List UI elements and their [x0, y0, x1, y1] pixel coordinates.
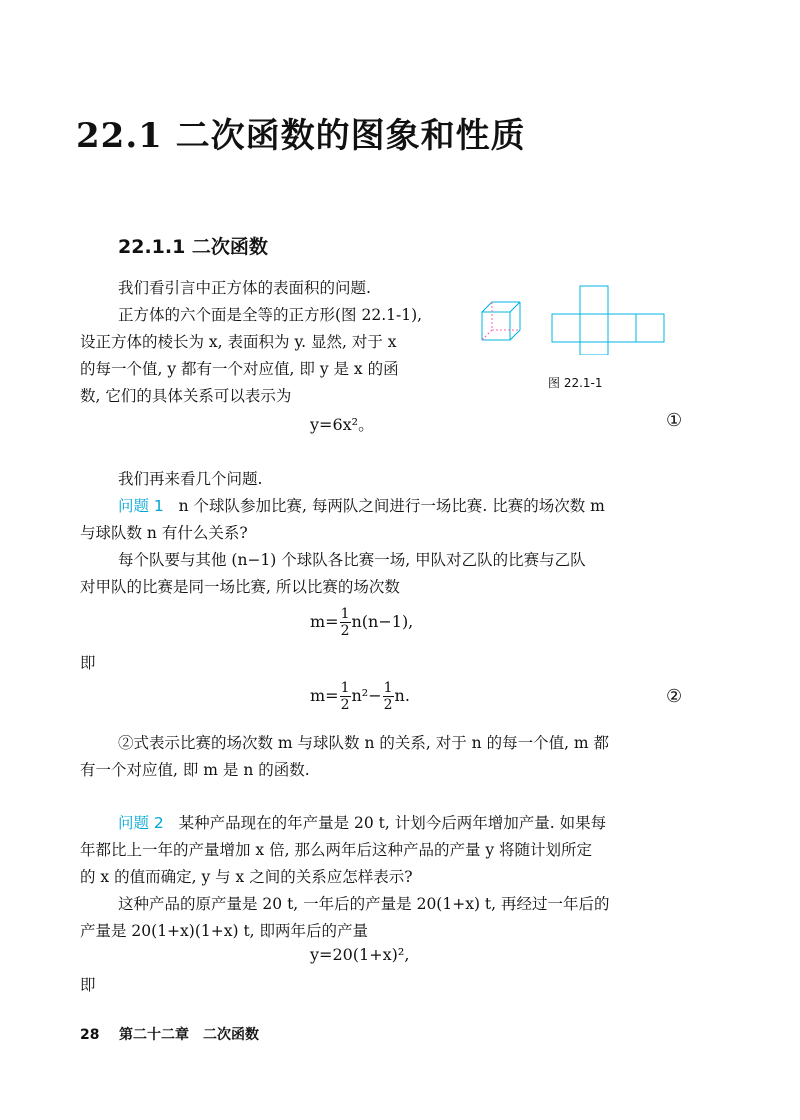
- problem-1-line-1: [118, 493, 605, 519]
- section-title: 22.1.1 二次函数: [118, 236, 268, 258]
- page-number: 28: [80, 1027, 100, 1043]
- equation-2: m= $\frac{1}{2}$ n²− $\frac{1}{2}$ n.: [310, 680, 410, 713]
- problem-2-equation: y=20(1+x)²,: [310, 945, 410, 964]
- problem-2-text-3: 的 x 的值而确定, y 与 x 之间的关系应怎样表示?: [80, 868, 413, 886]
- intro-line-3: 设正方体的棱长为 x, 表面积为 y. 显然, 对于 x: [80, 333, 397, 351]
- problem-2-answer-1: 这种产品的原产量是 20 t, 一年后的产量是 20(1+x) t, 再经过一年后的: [118, 895, 610, 913]
- conclusion-1: ②式表示比赛的场次数 m 与球队数 n 的关系, 对于 n 的每一个值, m 都: [118, 734, 610, 752]
- problem-2-label: 问题 2: [118, 814, 164, 832]
- intro-line-5: 数, 它们的具体关系可以表示为: [80, 387, 292, 405]
- chapter-title: 22.1 二次函数的图象和性质: [76, 116, 526, 156]
- problem-1-answer-1: 每个队要与其他 (n−1) 个球队各比赛一场, 甲队对乙队的比赛与乙队: [118, 551, 586, 569]
- ji-2: 即: [80, 976, 96, 994]
- equation-1-number: ①: [666, 410, 683, 431]
- equation-1: y=6x²。: [310, 415, 375, 434]
- equation-a: m= $\frac{1}{2}$ n(n−1),: [310, 606, 414, 639]
- intro-line-1: 我们看引言中正方体的表面积的问题.: [118, 279, 371, 297]
- problem-2-text-1: 某种产品现在的年产量是 20 t, 计划今后两年增加产量. 如果每: [178, 814, 607, 832]
- problem-2-line-1: [118, 810, 606, 836]
- equation-2-number: ②: [666, 686, 683, 707]
- cube-drawing: [482, 302, 520, 340]
- problem-1-text-1: n 个球队参加比赛, 每两队之间进行一场比赛. 比赛的场次数 m: [178, 497, 605, 515]
- problem-1-answer-2: 对甲队的比赛是同一场比赛, 所以比赛的场次数: [80, 578, 400, 596]
- problem-2-text-2: 年都比上一年的产量增加 x 倍, 那么两年后这种产品的产量 y 将随计划所定: [80, 841, 593, 859]
- problem-2-answer-2: 产量是 20(1+x)(1+x) t, 即两年后的产量: [80, 922, 369, 940]
- intro-line-4: 的每一个值, y 都有一个对应值, 即 y 是 x 的函: [80, 360, 399, 378]
- footer: [80, 1024, 259, 1044]
- footer-chapter: 第二十二章 二次函数: [118, 1027, 259, 1043]
- more-problems: 我们再来看几个问题.: [118, 470, 263, 488]
- problem-1-text-2: 与球队数 n 有什么关系?: [80, 524, 248, 542]
- cube-net-figure: [476, 280, 676, 355]
- cube-net: [552, 286, 664, 355]
- conclusion-2: 有一个对应值, 即 m 是 n 的函数.: [80, 761, 310, 779]
- figure-caption: 图 22.1-1: [548, 376, 603, 390]
- ji-1: 即: [80, 654, 96, 672]
- intro-line-2: 正方体的六个面是全等的正方形(图 22.1-1),: [118, 306, 423, 324]
- problem-1-label: 问题 1: [118, 497, 164, 515]
